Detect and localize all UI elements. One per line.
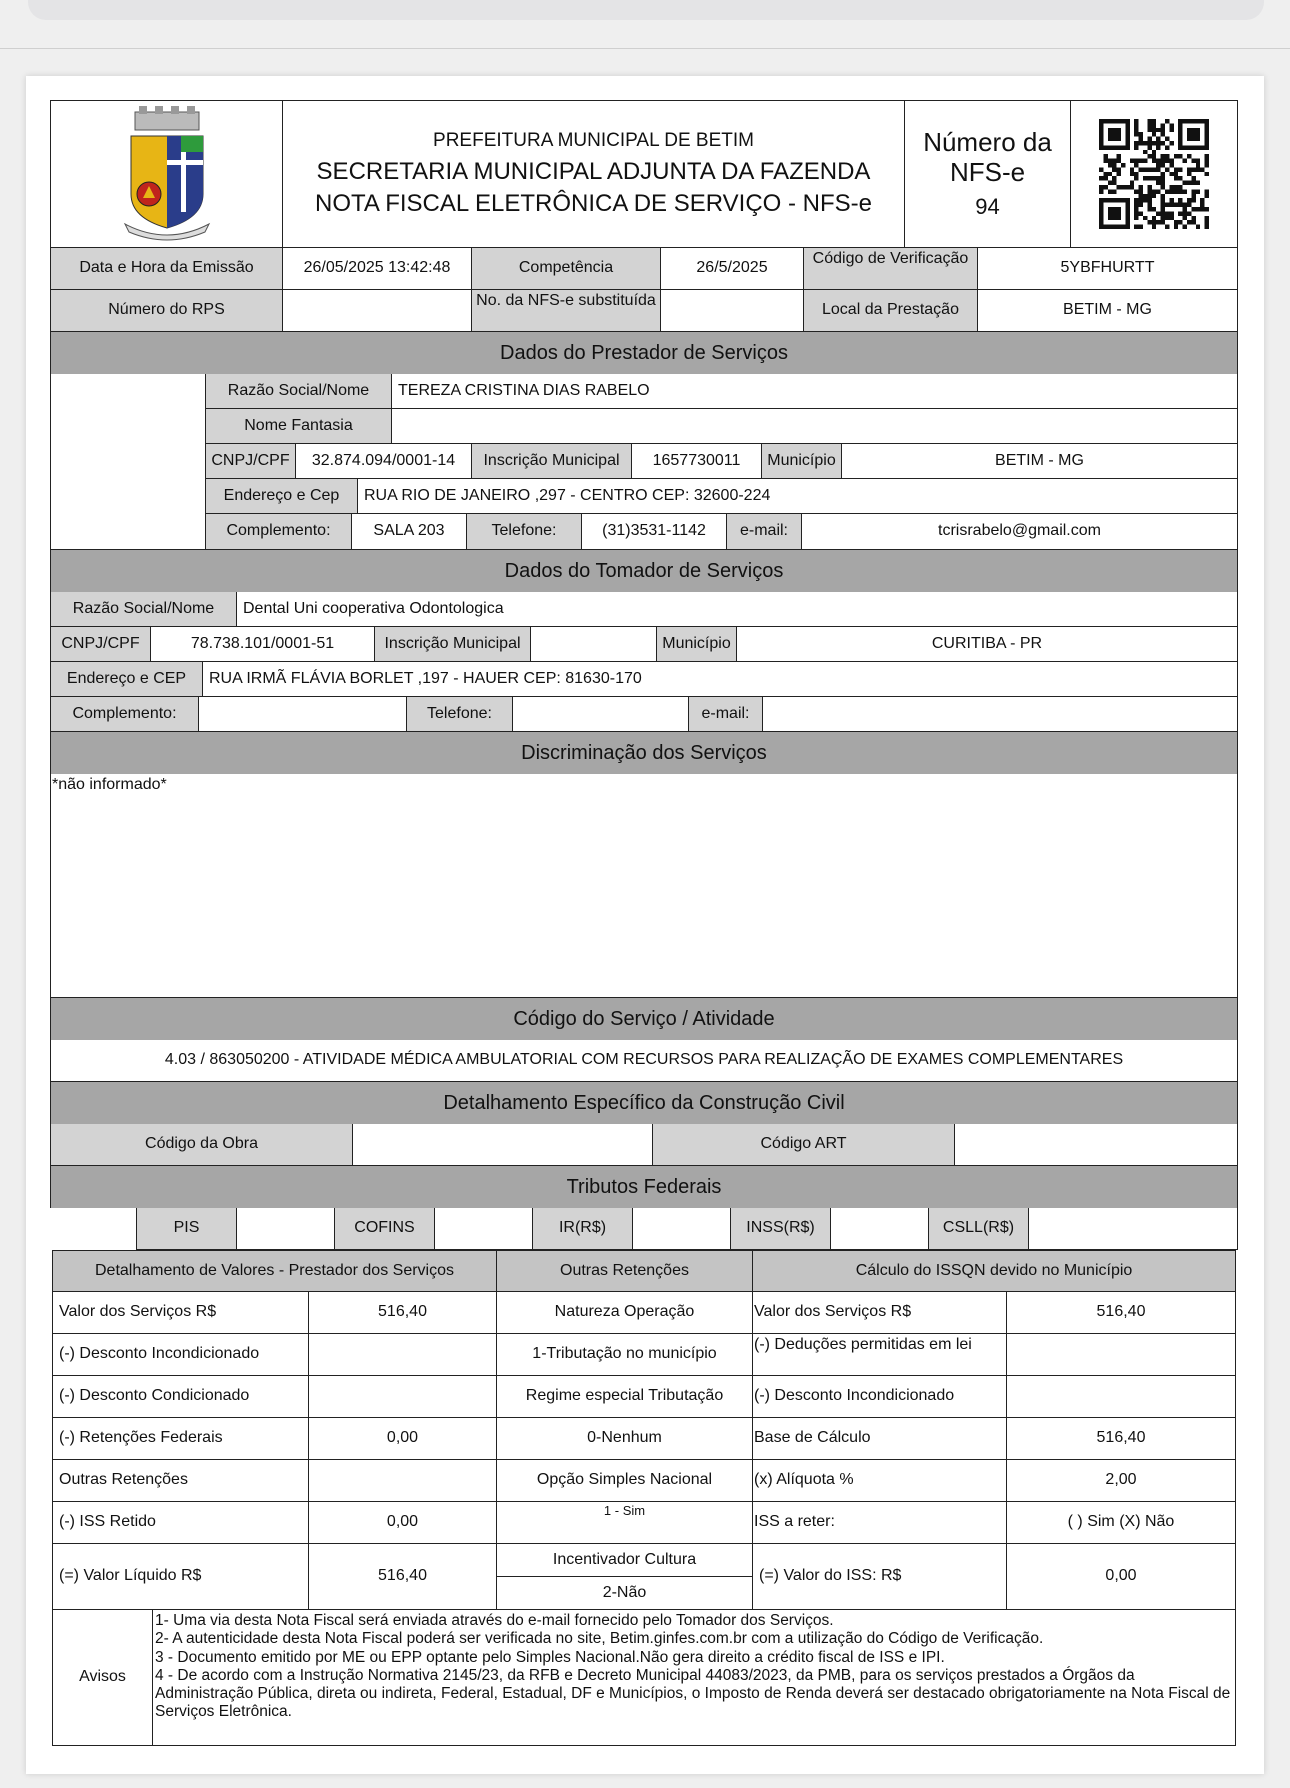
valores-right-value: ( ) Sim (X) Não [1067,1513,1175,1531]
valores-header [52,1250,1236,1292]
tomador-row-3 [50,662,1238,697]
prestador-cnpj-label: CNPJ/CPF [206,444,296,478]
valores-row [52,1418,1236,1460]
construcao-section [50,1082,1238,1124]
construcao-title: Detalhamento Específico da Construção Civil [51,1082,1237,1124]
prestador-cnpj-value: 32.874.094/0001-14 [296,444,472,478]
pis-value [237,1208,335,1249]
prestador-section [50,332,1238,374]
csll-value [1029,1208,1237,1249]
servico-body [50,1040,1238,1082]
valores-left-value [309,1334,497,1375]
prestador-complemento-value: SALA 203 [352,514,467,549]
info-row-1 [50,248,1238,290]
valores-left-label: (-) Retenções Federais [53,1418,309,1459]
valores-middle-cell: 0-Nenhum [497,1418,753,1459]
valores-col2-title: Outras Retenções [497,1251,753,1291]
art-label: Código ART [653,1124,955,1165]
valores-left-value: 0,00 [309,1418,497,1459]
valores-middle-cell: 1-Tributação no município [497,1334,753,1375]
valores-right-label: (-) Desconto Incondicionado [753,1376,1007,1417]
servico-text: 4.03 / 863050200 - ATIVIDADE MÉDICA AMBULATORIAL COM RECURSOS PARA REALIZAÇÃO DE EXAMES COMPLEMENTARES [164,1051,1124,1069]
prestador-razao-value: TEREZA CRISTINA DIAS RABELO [398,381,650,399]
nfse-document [50,100,1238,1746]
browser-top-bar [28,0,1264,20]
valores-right-label: (-) Deduções permitidas em lei [753,1334,1007,1375]
emissao-label: Data e Hora da Emissão [51,248,283,289]
document-sheet [26,76,1264,1774]
tomador-municipio-label: Município [657,627,737,661]
substituida-label: No. da NFS-e substituída [472,290,661,331]
aviso-line-1: 1- Uma via desta Nota Fiscal será enviada através do e-mail fornecido pelo Tomador dos Serviços. [155,1612,834,1629]
prestador-email-value: tcrisrabelo@gmail.com [938,522,1101,540]
prestador-im-label: Inscrição Municipal [472,444,632,478]
tomador-cnpj-label: CNPJ/CPF [51,627,151,661]
verificacao-label: Código de Verificação [804,248,978,289]
liquido-label: (=) Valor Líquido R$ [53,1544,309,1609]
ir-label: IR(R$) [533,1208,633,1249]
aviso-line-4: 4 - De acordo com a Instrução Normativa 2145/23, da RFB e Decreto Municipal 44083/2023, da PMB, para os serviços prestados a Órgãos da Administração Pública, direta ou indireta, Federal, Estadual, DF e Municípios, o Imposto de Renda deverá ser destacado obrigatoriamente na Nota Fiscal de Serviços Eletrônica. [155,1666,1231,1721]
valores-left-label: (-) Desconto Condicionado [53,1376,309,1417]
valores-left-value: 516,40 [309,1292,497,1333]
prestador-razao-label: Razão Social/Nome [206,374,392,408]
header-line2: SECRETARIA MUNICIPAL ADJUNTA DA FAZENDA [316,158,871,186]
valores-right-value: 516,40 [1096,1429,1146,1447]
pis-label: PIS [137,1208,237,1249]
valores-left-label: (-) Desconto Incondicionado [53,1334,309,1375]
substituida-value [661,290,804,331]
valores-right-value [1007,1334,1235,1375]
valores-left-label: (-) ISS Retido [53,1502,309,1543]
valores-middle-cell: Opção Simples Nacional [497,1460,753,1501]
rps-value [283,290,472,331]
valores-row [52,1292,1236,1334]
valores-right-label: Base de Cálculo [753,1418,1007,1459]
inss-label: INSS(R$) [731,1208,831,1249]
tomador-telefone-value [513,697,689,731]
valores-left-value [309,1376,497,1417]
divider [0,48,1290,49]
tomador-cnpj-value: 78.738.101/0001-51 [151,627,375,661]
prestador-block [50,374,1238,550]
tomador-telefone-label: Telefone: [407,697,513,731]
valores-right-label: (x) Alíquota % [753,1460,1007,1501]
valores-table [52,1250,1236,1746]
valores-right-label: Valor dos Serviços R$ [753,1292,1007,1333]
valores-left-value [309,1460,497,1501]
discriminacao-body [50,774,1238,998]
nfse-number-cell [905,101,1071,247]
prestador-fantasia-label: Nome Fantasia [206,409,392,443]
tomador-razao-label: Razão Social/Nome [51,592,237,626]
avisos-label: Avisos [53,1610,153,1745]
valor-iss-label: (=) Valor do ISS: R$ [753,1544,1007,1609]
local-value: BETIM - MG [1063,301,1152,319]
inss-value [831,1208,929,1249]
header-line1: PREFEITURA MUNICIPAL DE BETIM [433,130,754,152]
valores-row [52,1502,1236,1544]
header-titles [283,101,905,247]
header-row [50,100,1238,248]
tomador-complemento-value [199,697,407,731]
valores-row [52,1334,1236,1376]
valores-right-value: 516,40 [1096,1303,1146,1321]
prestador-municipio-label: Município [762,444,842,478]
tomador-row-2 [50,627,1238,662]
liquido-value: 516,40 [309,1544,497,1609]
tomador-municipio-value: CURITIBA - PR [931,634,1043,652]
tomador-im-value [531,627,657,661]
valores-left-label: Valor dos Serviços R$ [53,1292,309,1333]
valores-col1-title: Detalhamento de Valores - Prestador dos Serviços [53,1251,497,1291]
prestador-fields [206,374,1237,549]
prestador-fantasia-value [392,409,1237,443]
valores-middle-cell: 1 - Sim [497,1502,753,1543]
prestador-im-value: 1657730011 [632,444,762,478]
valores-liquido-row [52,1544,1236,1610]
tomador-im-label: Inscrição Municipal [375,627,531,661]
discriminacao-section [50,732,1238,774]
tomador-endereco-value: RUA IRMÃ FLÁVIA BORLET ,197 - HAUER CEP: 81630-170 [209,669,642,687]
servico-section [50,998,1238,1040]
emissao-value: 26/05/2025 13:42:48 [283,248,472,289]
construcao-row [50,1124,1238,1166]
tomador-complemento-label: Complemento: [51,697,199,731]
prestador-endereco-value: RUA RIO DE JANEIRO ,297 - CENTRO CEP: 32600-224 [364,486,771,504]
avisos-row [52,1610,1236,1746]
tomador-razao-value: Dental Uni cooperativa Odontologica [243,599,504,617]
servico-title: Código do Serviço / Atividade [51,998,1237,1040]
prestador-blank [51,374,206,549]
valores-row [52,1460,1236,1502]
tomador-endereco-label: Endereço e CEP [51,662,203,696]
prestador-title: Dados do Prestador de Serviços [51,332,1237,374]
valores-middle-cell: Natureza Operação [497,1292,753,1333]
valores-middle-cell: Regime especial Tributação [497,1376,753,1417]
tributos-section [50,1166,1238,1208]
obra-value [353,1124,653,1165]
header-line3: NOTA FISCAL ELETRÔNICA DE SERVIÇO - NFS-e [314,189,872,217]
tomador-row-1 [50,592,1238,627]
valores-right-value [1007,1376,1235,1417]
valores-right-label: ISS a reter: [753,1502,1007,1543]
nfse-number-value: 94 [975,194,1000,220]
prestador-endereco-label: Endereço e Cep [206,479,358,513]
qr-code-icon [1071,101,1237,247]
tomador-section [50,550,1238,592]
obra-label: Código da Obra [51,1124,353,1165]
csll-label: CSLL(R$) [929,1208,1029,1249]
nfse-number-label: Número da NFS-e [923,127,1052,188]
prestador-email-label: e-mail: [727,514,802,549]
verificacao-value: 5YBFHURTT [1060,259,1155,277]
local-label: Local da Prestação [804,290,978,331]
aviso-line-3: 3 - Documento emitido por ME ou EPP optante pelo Simples Nacional.Não gera direito a crédito fiscal de ISS e IPI. [155,1648,945,1666]
discriminacao-text: *não informado* [52,776,167,793]
aviso-line-2: 2- A autenticidade desta Nota Fiscal poderá ser verificada no site, Betim.ginfes.com.br com a utilização do Código de Verificação. [155,1630,1044,1648]
tributos-title: Tributos Federais [51,1166,1237,1208]
ir-value [633,1208,731,1249]
discriminacao-title: Discriminação dos Serviços [51,732,1237,774]
valores-row [52,1376,1236,1418]
cofins-label: COFINS [335,1208,435,1249]
avisos-text [153,1610,1235,1745]
valores-right-value: 2,00 [1105,1471,1137,1489]
valores-left-label: Outras Retenções [53,1460,309,1501]
prestador-telefone-label: Telefone: [467,514,582,549]
prestador-municipio-value: BETIM - MG [995,451,1084,469]
valor-iss-value: 0,00 [1105,1567,1137,1585]
tomador-email-label: e-mail: [689,697,763,731]
competencia-label: Competência [472,248,661,289]
tomador-title: Dados do Tomador de Serviços [51,550,1237,592]
betim-coat-of-arms-icon [51,101,283,247]
prestador-telefone-value: (31)3531-1142 [582,514,727,549]
art-value [955,1124,1237,1165]
incentivador-cell [497,1544,753,1609]
cofins-value [435,1208,533,1249]
competencia-value: 26/5/2025 [661,248,804,289]
tomador-row-4 [50,697,1238,732]
rps-label: Número do RPS [51,290,283,331]
incentivador-label: Incentivador Cultura [497,1544,752,1577]
tomador-email-value [763,697,1237,731]
tributos-row [136,1208,1238,1250]
info-row-2 [50,290,1238,332]
prestador-complemento-label: Complemento: [206,514,352,549]
incentivador-value: 2-Não [602,1583,647,1601]
valores-col3-title: Cálculo do ISSQN devido no Município [753,1251,1235,1291]
valores-left-value: 0,00 [309,1502,497,1543]
